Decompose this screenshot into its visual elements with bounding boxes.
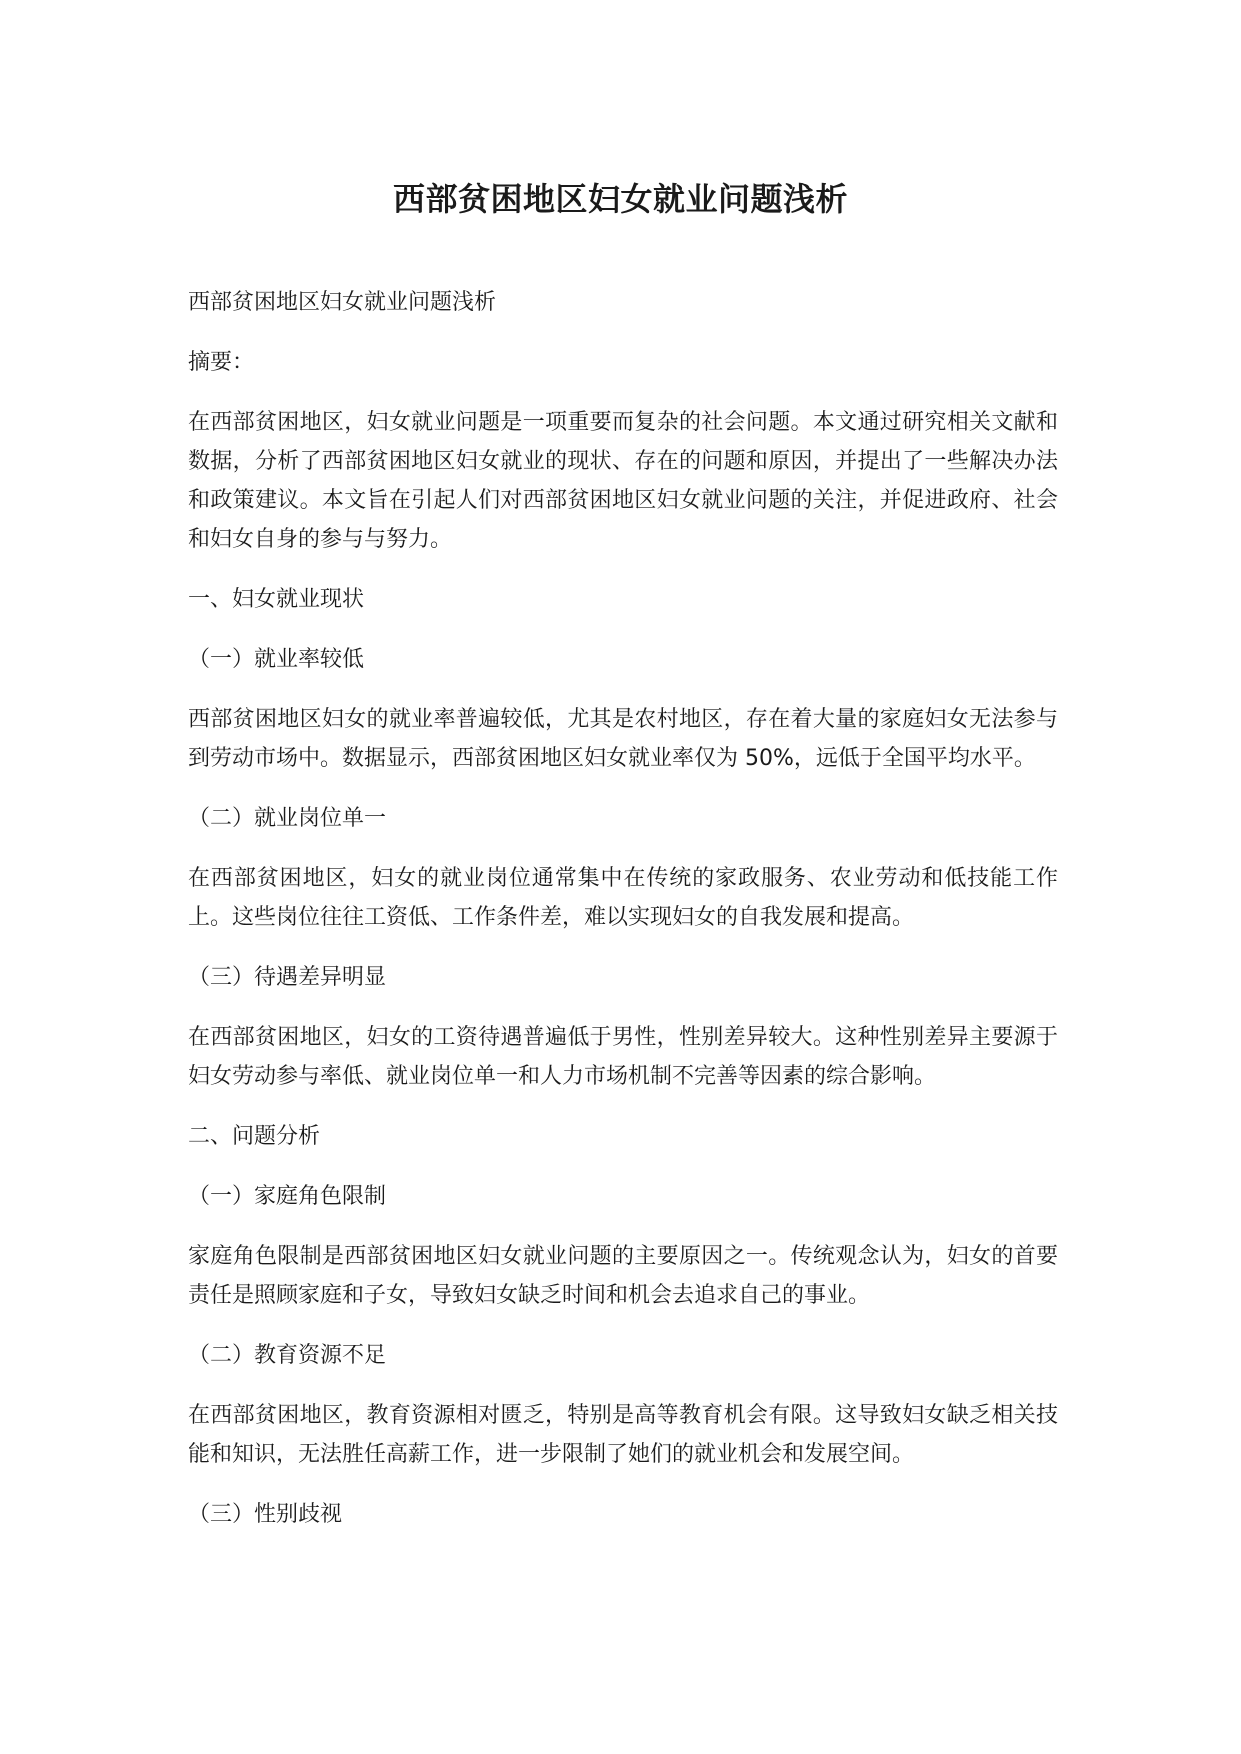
body-paragraph-2-2: 在西部贫困地区，教育资源相对匮乏，特别是高等教育机会有限。这导致妇女缺乏相关技能和知识，无法胜任高薪工作，进一步限制了她们的就业机会和发展空间。 [188, 1403, 1058, 1467]
subsection-heading-2-3: （三）性别歧视 [188, 1502, 343, 1527]
subsection-heading-2-2: （二）教育资源不足 [188, 1343, 387, 1368]
body-paragraph-2-1: 家庭角色限制是西部贫困地区妇女就业问题的主要原因之一。传统观念认为，妇女的首要责任是照顾家庭和子女，导致妇女缺乏时间和机会去追求自己的事业。 [188, 1244, 1058, 1308]
section-heading-2: 二、问题分析 [188, 1124, 321, 1149]
subsection-heading-1-3: （三）待遇差异明显 [188, 965, 387, 990]
document-title: 西部贫困地区妇女就业问题浅析 [392, 180, 848, 218]
body-paragraph-1-3: 在西部贫困地区，妇女的工资待遇普遍低于男性，性别差异较大。这种性别差异主要源于妇女劳动参与率低、就业岗位单一和人力市场机制不完善等因素的综合影响。 [188, 1025, 1058, 1089]
subtitle-paragraph: 西部贫困地区妇女就业问题浅析 [188, 290, 497, 315]
body-paragraph-1-1: 西部贫困地区妇女的就业率普遍较低，尤其是农村地区，存在着大量的家庭妇女无法参与到劳动市场中。数据显示，西部贫困地区妇女就业率仅为 50%，远低于全国平均水平。 [188, 707, 1058, 771]
subsection-heading-1-1: （一）就业率较低 [188, 647, 365, 672]
body-paragraph-1-2: 在西部贫困地区，妇女的就业岗位通常集中在传统的家政服务、农业劳动和低技能工作上。这些岗位往往工资低、工作条件差，难以实现妇女的自我发展和提高。 [188, 866, 1058, 930]
section-heading-1: 一、妇女就业现状 [188, 587, 365, 612]
subsection-heading-2-1: （一）家庭角色限制 [188, 1184, 387, 1209]
subsection-heading-1-2: （二）就业岗位单一 [188, 806, 387, 831]
abstract-heading: 摘要： [188, 350, 255, 375]
document-body [188, 283, 1058, 1534]
abstract-body: 在西部贫困地区，妇女就业问题是一项重要而复杂的社会问题。本文通过研究相关文献和数据，分析了西部贫困地区妇女就业的现状、存在的问题和原因，并提出了一些解决办法和政策建议。本文旨在引起人们对西部贫困地区妇女就业问题的关注，并促进政府、社会和妇女自身的参与与努力。 [188, 410, 1058, 552]
